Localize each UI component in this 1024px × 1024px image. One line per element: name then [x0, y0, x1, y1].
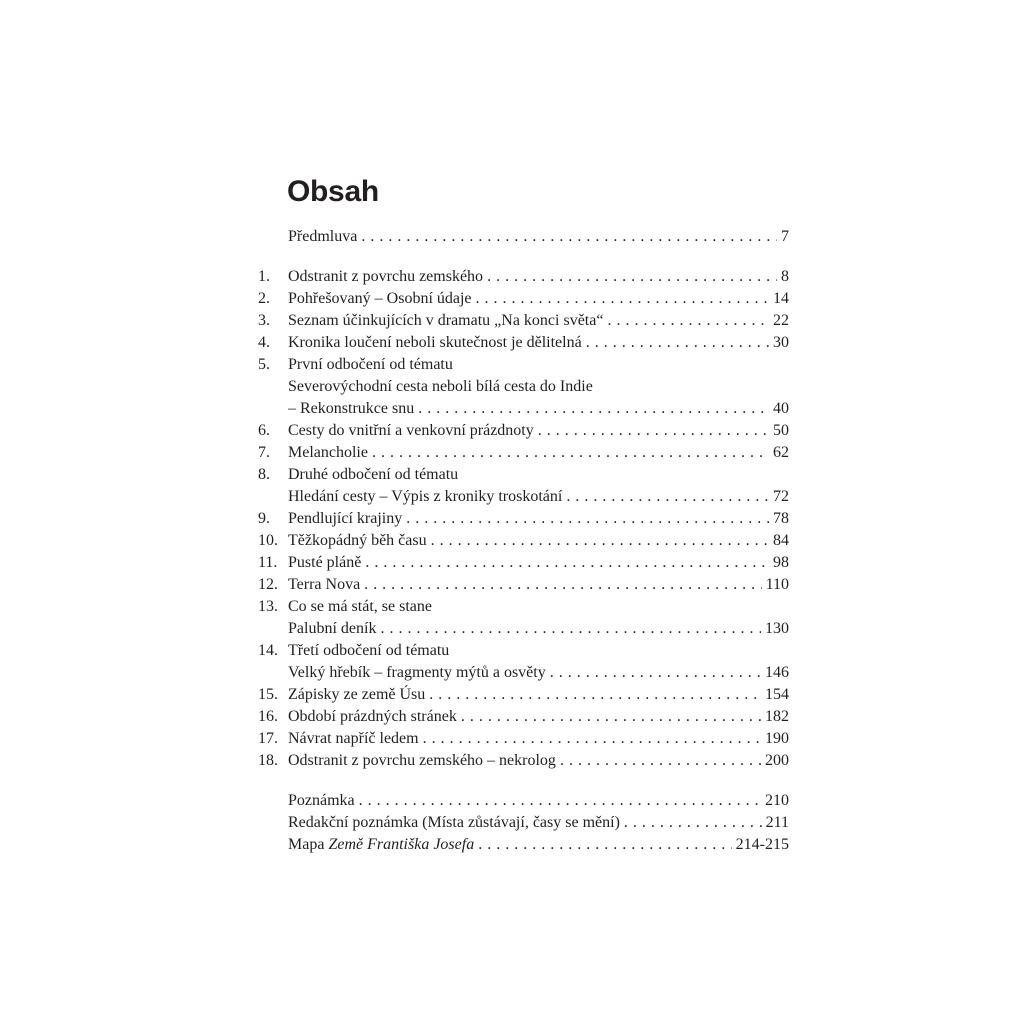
dot-leader	[372, 442, 769, 464]
toc-entry	[288, 486, 789, 508]
toc-row-redakcni-poznamka	[258, 812, 789, 834]
toc-entry	[288, 376, 789, 398]
toc-entry	[288, 398, 789, 420]
toc-entry	[288, 706, 789, 728]
toc-entry-title: Pusté pláně	[288, 554, 362, 571]
toc-page-number: 7	[781, 228, 789, 245]
dot-leader	[607, 310, 769, 332]
toc-entry	[288, 834, 789, 856]
toc-entry-title: – Rekonstrukce snu	[288, 400, 415, 417]
toc-page-number: 214-215	[735, 836, 789, 853]
toc-section-heading: Třetí odbočení od tématu	[288, 642, 450, 659]
toc-row-predmluva	[258, 226, 789, 248]
toc-entry	[288, 812, 789, 834]
toc-page-number: 72	[773, 488, 789, 505]
toc-entry-title: Předmluva	[288, 228, 358, 245]
toc-row-1	[258, 266, 789, 288]
toc-entry	[288, 420, 789, 442]
toc-row-15	[258, 684, 789, 706]
toc-entry-title: Velký hřebík – fragmenty mýtů a osvěty	[288, 664, 546, 681]
dot-leader	[365, 552, 769, 574]
toc-number: 14.	[258, 642, 278, 659]
toc-entry	[288, 618, 789, 640]
toc-entry-title: Cesty do vnitřní a venkovní prázdnoty	[288, 422, 534, 439]
dot-leader	[560, 750, 761, 772]
dot-leader	[380, 618, 761, 640]
toc-page-number: 190	[765, 730, 789, 747]
toc-entry-title: Hledání cesty – Výpis z kroniky troskotání	[288, 488, 563, 505]
dot-leader	[487, 266, 777, 288]
toc-entry-title: Těžkopádný běh času	[288, 532, 427, 549]
toc-entry-title-prefix: Mapa	[288, 836, 329, 853]
toc-entry-title: Seznam účinkujících v dramatu „Na konci světa“	[288, 312, 604, 329]
dot-leader	[361, 226, 777, 248]
toc-row-17	[258, 728, 789, 750]
toc-row-11	[258, 552, 789, 574]
toc-row-12	[258, 574, 789, 596]
toc-page-number: 130	[765, 620, 789, 637]
toc-row-16	[258, 706, 789, 728]
toc-entry	[288, 332, 789, 354]
page-title: Obsah	[287, 175, 379, 208]
toc-page-number: 22	[773, 312, 789, 329]
toc-page-number: 30	[773, 334, 789, 351]
dot-leader	[550, 662, 761, 684]
toc-entry	[288, 442, 789, 464]
toc-number: 16.	[258, 708, 278, 725]
toc-row-2	[258, 288, 789, 310]
toc-section-heading: První odbočení od tématu	[288, 356, 453, 373]
dot-leader	[429, 684, 761, 706]
toc-row-6	[258, 420, 789, 442]
toc-row-poznamka	[258, 790, 789, 812]
toc-row-8-line-2	[258, 486, 789, 508]
toc-entry	[288, 226, 789, 248]
toc-entry	[288, 266, 789, 288]
toc-number: 15.	[258, 686, 278, 703]
toc-entry-title: Terra Nova	[288, 576, 361, 593]
dot-leader	[364, 574, 761, 596]
toc-page-number: 50	[773, 422, 789, 439]
toc-entry-title: Redakční poznámka (Místa zůstávají, časy se mění)	[288, 814, 620, 831]
toc-entry-title: Období prázdných stránek	[288, 708, 457, 725]
toc-row-5-line-2	[258, 376, 789, 398]
toc-entry	[288, 464, 789, 486]
toc-section-heading: Co se má stát, se stane	[288, 598, 432, 615]
toc-page-number: 98	[773, 554, 789, 571]
toc-entry	[288, 596, 789, 618]
toc-row-4	[258, 332, 789, 354]
toc-entry-title: Palubní deník	[288, 620, 377, 637]
toc-number: 4.	[258, 334, 270, 351]
toc-row-14-line-1	[258, 640, 789, 662]
toc-page-number: 78	[773, 510, 789, 527]
dot-leader	[431, 530, 769, 552]
toc-entry	[288, 288, 789, 310]
table-of-contents	[258, 226, 789, 856]
toc-row-mapa	[258, 834, 789, 856]
dot-leader	[418, 398, 769, 420]
toc-number: 17.	[258, 730, 278, 747]
toc-number: 1.	[258, 268, 270, 285]
dot-leader	[423, 728, 761, 750]
toc-number: 9.	[258, 510, 270, 527]
toc-row-3	[258, 310, 789, 332]
toc-row-5-line-3	[258, 398, 789, 420]
dot-leader	[476, 288, 769, 310]
dot-leader	[538, 420, 769, 442]
toc-number: 11.	[258, 554, 278, 571]
toc-entry-title: Návrat napříč ledem	[288, 730, 419, 747]
dot-leader	[586, 332, 769, 354]
toc-number: 18.	[258, 752, 278, 769]
dot-leader	[624, 812, 762, 834]
toc-row-10	[258, 530, 789, 552]
toc-row-5-line-1	[258, 354, 789, 376]
toc-entry-title: Pendlující krajiny	[288, 510, 403, 527]
toc-entry	[288, 750, 789, 772]
toc-row-18	[258, 750, 789, 772]
toc-entry	[288, 310, 789, 332]
toc-entry	[288, 790, 789, 812]
dot-leader	[359, 790, 761, 812]
toc-entry-title: Odstranit z povrchu zemského	[288, 268, 484, 285]
toc-entry-title: Zápisky ze země Úsu	[288, 686, 426, 703]
toc-row-14-line-2	[258, 662, 789, 684]
toc-page-number: 211	[765, 814, 789, 831]
toc-row-9	[258, 508, 789, 530]
toc-entry-title-italic: Země Františka Josefa	[328, 836, 475, 853]
dot-leader	[566, 486, 769, 508]
toc-number: 13.	[258, 598, 278, 615]
toc-row-7	[258, 442, 789, 464]
dot-leader	[406, 508, 769, 530]
toc-entry-title: Kronika loučení neboli skutečnost je dělitelná	[288, 334, 582, 351]
toc-page-number: 62	[773, 444, 789, 461]
dot-leader	[461, 706, 761, 728]
toc-entry	[288, 530, 789, 552]
toc-entry	[288, 508, 789, 530]
toc-page-number: 84	[773, 532, 789, 549]
toc-entry-title-part: Severovýchodní cesta neboli bílá cesta do Indie	[288, 378, 593, 395]
toc-row-13-line-2	[258, 618, 789, 640]
toc-number: 3.	[258, 312, 270, 329]
toc-page-number: 182	[765, 708, 789, 725]
toc-number: 2.	[258, 290, 270, 307]
toc-row-13-line-1	[258, 596, 789, 618]
toc-page-number: 14	[773, 290, 789, 307]
toc-page-number: 40	[773, 400, 789, 417]
toc-entry-title: Poznámka	[288, 792, 355, 809]
toc-entry	[288, 662, 789, 684]
toc-entry-title: Odstranit z povrchu zemského – nekrolog	[288, 752, 556, 769]
toc-entry-title	[288, 834, 474, 856]
toc-number: 5.	[258, 356, 270, 373]
toc-entry	[288, 574, 789, 596]
toc-number: 7.	[258, 444, 270, 461]
toc-entry	[288, 552, 789, 574]
toc-entry	[288, 354, 789, 376]
toc-number: 6.	[258, 422, 270, 439]
toc-page-number: 146	[765, 664, 789, 681]
toc-page-number: 110	[765, 576, 789, 593]
toc-number: 10.	[258, 532, 278, 549]
toc-page-number: 8	[781, 268, 789, 285]
toc-entry	[288, 728, 789, 750]
toc-number: 12.	[258, 576, 278, 593]
toc-entry	[288, 684, 789, 706]
toc-row-8-line-1	[258, 464, 789, 486]
toc-page-number: 154	[765, 686, 789, 703]
toc-number: 8.	[258, 466, 270, 483]
toc-page-number: 210	[765, 792, 789, 809]
toc-entry-title: Melancholie	[288, 444, 368, 461]
toc-page-number: 200	[765, 752, 789, 769]
toc-section-heading: Druhé odbočení od tématu	[288, 466, 459, 483]
toc-entry	[288, 640, 789, 662]
dot-leader	[478, 834, 731, 856]
toc-entry-title: Pohřešovaný – Osobní údaje	[288, 290, 472, 307]
